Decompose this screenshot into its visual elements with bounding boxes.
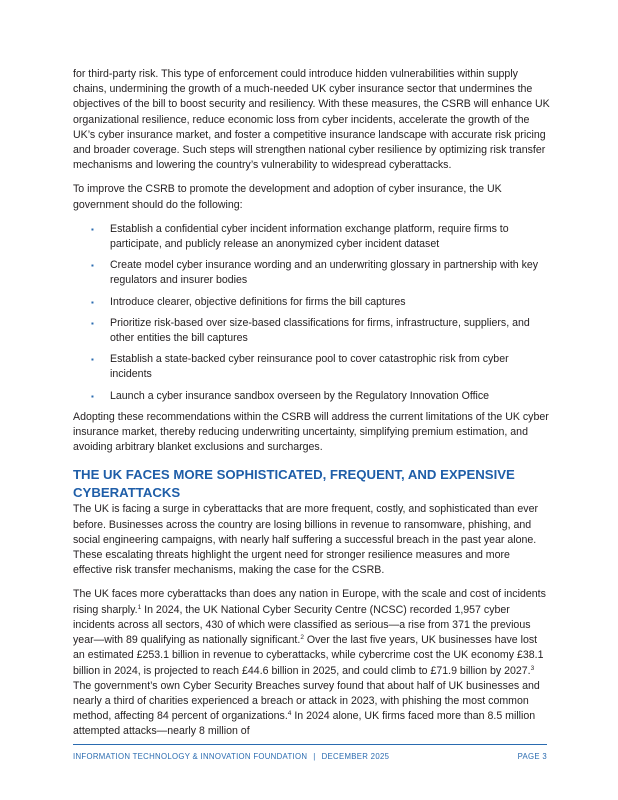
section-heading: THE UK FACES MORE SOPHISTICATED, FREQUENT, AND EXPENSIVE CYBERATTACKS bbox=[73, 467, 515, 501]
body-paragraph: The UK is facing a surge in cyberattacks that are more frequent, costly, and sophisticated than ever before. Businesses across the country are losing billions in revenue to ransomware, phishing, and social engineering campaigns, with nearly half suffering a successful breach in the past year alone. These escalating threats highlight the urgent need for stronger resilience measures and more effective risk transfer mechanisms, making the case for the CSRB. bbox=[73, 503, 538, 577]
list-item-text: Introduce clearer, objective definitions for firms the bill captures bbox=[110, 295, 406, 308]
footnote-ref[interactable]: 3 bbox=[530, 664, 535, 672]
square-bullet-icon: ▪ bbox=[91, 297, 94, 307]
list-item bbox=[73, 295, 551, 310]
list-item bbox=[73, 352, 551, 382]
footer-date: DECEMBER 2025 bbox=[321, 752, 390, 761]
sentence: In 2024, the UK National Cyber Security Centre (NCSC) recorded 1,957 cyber incidents across all sectors, 430 of which were classified as serious—a rise from 371 the previous year—with 89 qualifying as nationally significant. bbox=[73, 603, 531, 647]
page-number: PAGE 3 bbox=[517, 752, 547, 761]
list-item-text: Establish a state-backed cyber reinsurance pool to cover catastrophic risk from cyber incidents bbox=[110, 353, 509, 381]
square-bullet-icon: ▪ bbox=[91, 318, 94, 328]
list-item bbox=[73, 389, 551, 404]
square-bullet-icon: ▪ bbox=[91, 224, 94, 234]
sentence: The UK faces more cyberattacks than does any nation in Europe, with the scale and cost of incidents rising sharply. bbox=[73, 588, 546, 616]
recommendations-list bbox=[73, 222, 551, 404]
footer-organization: INFORMATION TECHNOLOGY & INNOVATION FOUNDATION bbox=[73, 752, 308, 761]
list-item bbox=[73, 258, 551, 288]
body-paragraph-with-footnotes bbox=[73, 587, 551, 739]
footer-separator: | bbox=[313, 752, 316, 761]
list-item-text: Launch a cyber insurance sandbox overseen by the Regulatory Innovation Office bbox=[110, 389, 490, 402]
list-item-text: Establish a confidential cyber incident information exchange platform, require firms to participate, and publicly release an anonymized cyber incident dataset bbox=[110, 222, 509, 251]
body-paragraph: for third-party risk. This type of enforcement could introduce hidden vulnerabilities within supply chains, undermining the growth of a much-needed UK cyber insurance sector that undermines the objectives of the bill to boost security and resiliency. With these measures, the CSRB will enhance UK organizational resilience, reduce economic loss from cyber incidents, accelerate the growth of the UK’s cyber insurance market, and foster a competitive insurance landscape with accurate risk pricing and broader coverage. Such steps will strengthen national cyber resilience by optimizing risk transfer mechanisms and lowering the country’s vulnerability to widespread cyberattacks. bbox=[73, 68, 550, 172]
footnote-ref[interactable]: 1 bbox=[137, 603, 142, 611]
list-item bbox=[73, 316, 551, 346]
sentence: The government’s own Cyber Security Breaches survey found that about half of UK businesses and nearly a third of charities experienced a breach or attack in 2023, with phishing the most common method, affecting 84 percent of organizations. bbox=[73, 679, 540, 723]
page-footer bbox=[73, 744, 547, 761]
square-bullet-icon: ▪ bbox=[91, 391, 94, 401]
page-body bbox=[73, 67, 551, 749]
body-paragraph: Adopting these recommendations within the CSRB will address the current limitations of the UK cyber insurance market, thereby reducing underwriting uncertainty, simplifying premium estimation, and avoiding arbitrary blanket exclusions and surcharges. bbox=[73, 410, 549, 454]
square-bullet-icon: ▪ bbox=[91, 355, 94, 365]
body-paragraph: To improve the CSRB to promote the development and adoption of cyber insurance, the UK government should do the following: bbox=[73, 183, 502, 211]
square-bullet-icon: ▪ bbox=[91, 261, 94, 271]
list-item-text: Create model cyber insurance wording and an underwriting glossary in partnership with key regulators and insurer bodies bbox=[110, 259, 539, 287]
sentence: Over the last five years, UK businesses have lost an estimated £253.1 billion in revenue to cyberattacks, while cybercrime cost the UK economy £38.1 billion in 2024, is projected to reach £44.6 billion in 2025, and could climb to £71.9 billion by 2027. bbox=[73, 634, 544, 677]
sentence: In 2024 alone, UK firms faced more than 8.5 million attempted attacks—nearly 8 million of bbox=[73, 710, 536, 738]
list-item bbox=[73, 222, 551, 252]
footnote-ref[interactable]: 2 bbox=[300, 634, 304, 642]
footnote-ref[interactable]: 4 bbox=[287, 710, 292, 718]
list-item-text: Prioritize risk-based over size-based classifications for firms, infrastructure, suppliers, and other entities the bill captures bbox=[110, 316, 530, 345]
